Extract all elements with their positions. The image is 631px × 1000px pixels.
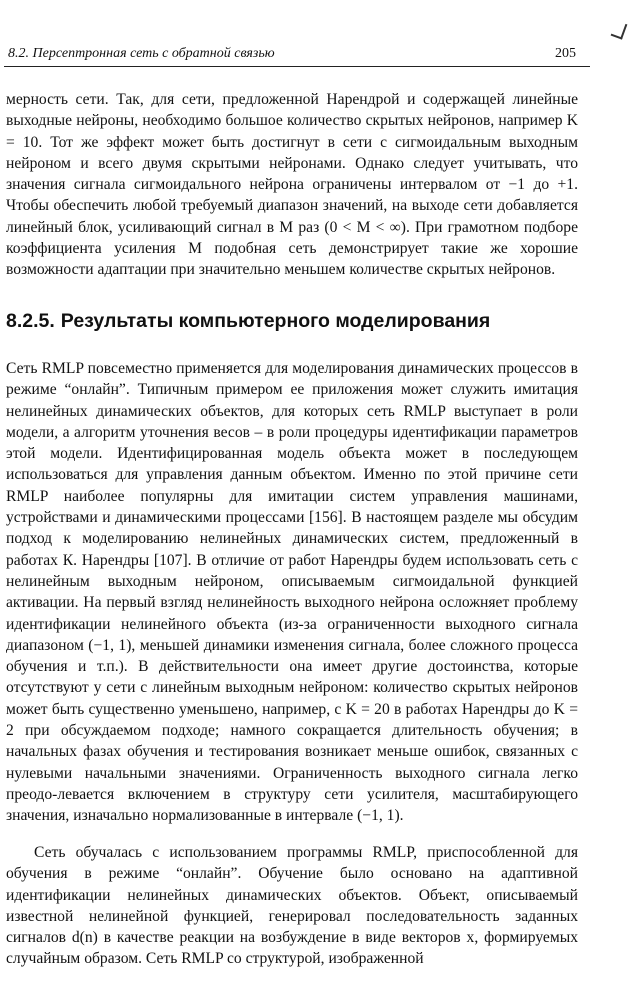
paragraph-3: Сеть обучалась с использованием программы RMLP, приспособленной для обучения в режиме “онлайн”. Обучение было основано на адаптивной идентификации нелинейных динамических объектов. Объект, описываемый известной нелинейной функцией, генерировал последовательность заданных сигналов d(n) в качестве реакции на возбуждение в виде векторов x, формируемых случайным образом. Сеть RMLP со структурой, изображенной [6, 844, 578, 968]
paragraph-1: мерность сети. Так, для сети, предложенной Нарендрой и содержащей линейные выходные нейроны, необходимо большое количество скрытых нейронов, например K = 10. Тот же эффект может быть достигнут в сети с сигмоидальным выходным нейроном и всего двумя скрытыми нейронами. Однако следует учитывать, что значения сигнала сигмоидального нейрона ограничены интервалом от −1 до +1. Чтобы обеспечить любой требуемый диапазон значений, на выходе сети добавляется линейный блок, усиливающий сигнал в M раз (0 < M < ∞). При грамотном подборе коэффициента усиления M подобная сеть демонстрирует такие же хорошие возможности адаптации при значительно меньшем количестве скрытых нейронов. [6, 91, 578, 279]
section-title: Результаты компьютерного моделирования [60, 310, 491, 332]
running-title: 8.2. Персептронная сеть с обратной связью [8, 46, 275, 61]
section-heading [6, 310, 490, 333]
page-edge-mark [611, 20, 628, 39]
page-number: 205 [555, 46, 576, 61]
paragraph-2: Сеть RMLP повсеместно применяется для моделирования динамических процессов в режиме “онлайн”. Типичным примером ее приложения может служить имитация нелинейных динамических объектов, для которых сеть RMLP выступает в роли модели, а алгоритм уточнения весов – в роли процедуры идентификации параметров этой модели. Идентифицированная модель объекта может в последующем использоваться для управления данным объектом. Именно по этой причине сети RMLP наиболее популярны для имитации систем управления машинами, устройствами и динамическими процессами [156]. В настоящем разделе мы обсудим подход к моделированию нелинейных динамических систем, предложенный в работах К. Нарендры [107]. В отличие от работ Нарендры будем использовать сеть с нелинейным выходным нейроном, описываемым сигмоидальной функцией активации. На первый взгляд нелинейность выходного нейрона осложняет проблему идентификации нелинейного объекта (из-за ограниченности выходного сигнала диапазоном (−1, 1), меньшей динамики изменения сигнала, более сложного процесса обучения и т.п.). В действительности она имеет другие достоинства, которые отсутствуют у сети с линейным выходным нейроном: количество скрытых нейронов может быть существенно уменьшено, например, с K = 20 в работах Нарендры до K = 2 при обсуждаемом подходе; намного сокращается длительность обучения; в начальных фазах обучения и тестирования возникает меньше ошибок, связанных с нулевыми начальными значениями. Ограниченность выходного сигнала легко преодо-левается включением в структуру сети усилителя, масштабирующего значения, изначально нормализованные в интервале (−1, 1). [6, 360, 578, 825]
section-number: 8.2.5. [6, 310, 55, 332]
page-header [4, 44, 590, 67]
